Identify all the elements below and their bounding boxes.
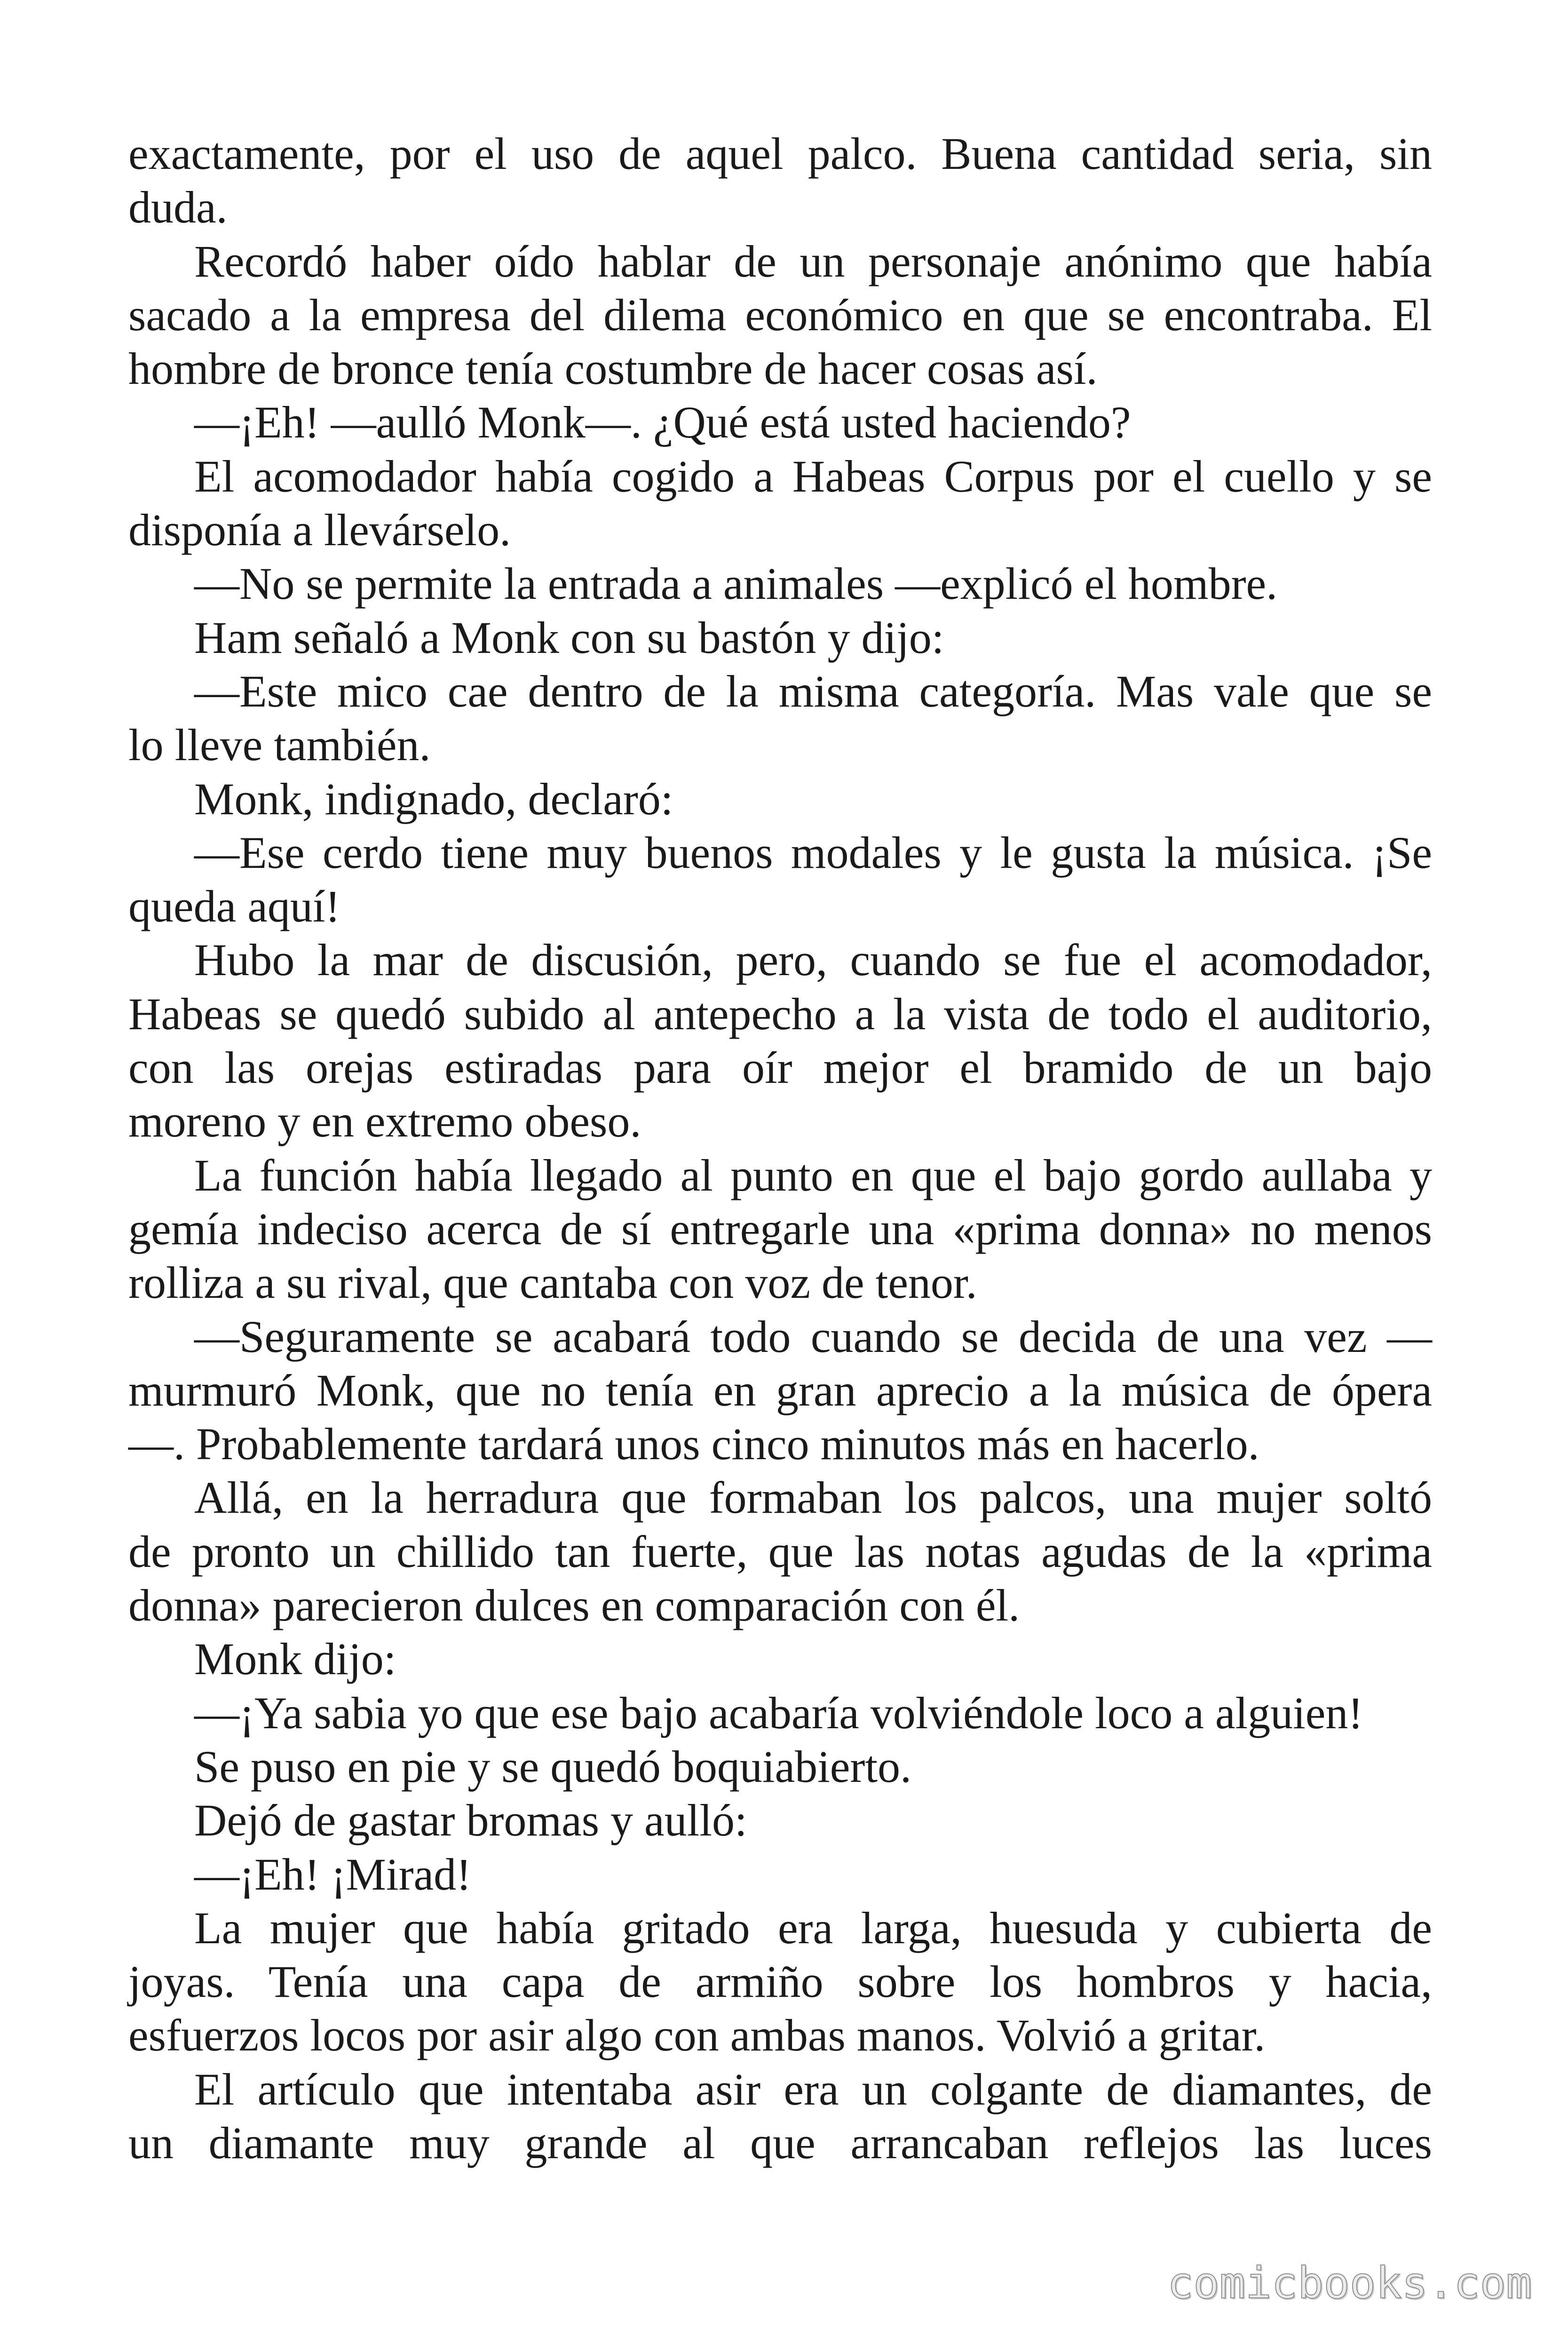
text-line: El artículo que intentaba asir era un colgante de diamantes, de [194, 2064, 1432, 2114]
text-line: un diamante muy grande al que arrancaban reflejos las luces [128, 2117, 1432, 2168]
text-line: murmuró Monk, que no tenía en gran aprecio a la música de ópera [128, 1365, 1432, 1415]
text-line: Ham señaló a Monk con su bastón y dijo: [194, 612, 944, 663]
paragraph [128, 1686, 1432, 1740]
paragraph [128, 1740, 1432, 1794]
paragraph [128, 235, 1432, 396]
text-line: Allá, en la herradura que formaban los palcos, una mujer soltó [194, 1472, 1432, 1523]
text-line: lo lleve también. [128, 720, 431, 771]
text-line: —Este mico cae dentro de la misma categoría. Mas vale que se [194, 666, 1432, 716]
text-line: —Seguramente se acabará todo cuando se decida de una vez — [194, 1311, 1432, 1362]
paragraph [128, 2063, 1432, 2170]
text-line: El acomodador había cogido a Habeas Corpus por el cuello y se [194, 451, 1432, 501]
watermark: comicbooks.com [1167, 2258, 1532, 2308]
paragraph [128, 1901, 1432, 2063]
text-line: rolliza a su rival, que cantaba con voz de tenor. [128, 1257, 977, 1308]
text-line: sacado a la empresa del dilema económico en que se encontraba. El [128, 289, 1432, 340]
paragraph [128, 450, 1432, 557]
text-line: de pronto un chillido tan fuerte, que las notas agudas de la «prima [128, 1526, 1432, 1577]
text-line: —No se permite la entrada a animales —explicó el hombre. [194, 558, 1278, 609]
text-line: hombre de bronce tenía costumbre de hacer cosas así. [128, 343, 1098, 394]
paragraph [128, 396, 1432, 449]
text-line: —Ese cerdo tiene muy buenos modales y le gusta la música. ¡Se [194, 827, 1432, 878]
text-line: La función había llegado al punto en que el bajo gordo aullaba y [194, 1150, 1432, 1200]
text-line: con las orejas estiradas para oír mejor el bramido de un bajo [128, 1042, 1432, 1093]
paragraph [128, 1848, 1432, 1901]
paragraph [128, 1310, 1432, 1471]
text-line: duda. [128, 182, 228, 233]
text-line: joyas. Tenía una capa de armiño sobre los hombros y hacia, [128, 1956, 1432, 2007]
paragraph [128, 826, 1432, 934]
paragraph [128, 1794, 1432, 1847]
text-line: Hubo la mar de discusión, pero, cuando se fue el acomodador, [194, 935, 1432, 985]
text-line: Dejó de gastar bromas y aulló: [194, 1795, 747, 1846]
text-line: disponía a llevárselo. [128, 505, 511, 556]
paragraph [128, 127, 1432, 235]
paragraph [128, 1632, 1432, 1686]
text-line: queda aquí! [128, 881, 341, 932]
text-line: Habeas se quedó subido al antepecho a la vista de todo el auditorio, [128, 988, 1432, 1039]
text-line: Monk dijo: [194, 1634, 396, 1685]
text-line: —¡Ya sabia yo que ese bajo acabaría volviéndole loco a alguien! [194, 1687, 1363, 1738]
paragraph [128, 1471, 1432, 1632]
text-line: Se puso en pie y se quedó boquiabierto. [194, 1741, 912, 1792]
paragraph [128, 665, 1432, 772]
text-line: —. Probablemente tardará unos cinco minutos más en hacerlo. [128, 1419, 1259, 1470]
paragraph [128, 611, 1432, 665]
paragraph [128, 1149, 1432, 1310]
text-line: La mujer que había gritado era larga, huesuda y cubierta de [194, 1902, 1432, 1953]
text-line: moreno y en extremo obeso. [128, 1096, 641, 1147]
paragraph [128, 772, 1432, 826]
text-line: exactamente, por el uso de aquel palco. Buena cantidad seria, sin [128, 128, 1432, 179]
text-line: donna» parecieron dulces en comparación con él. [128, 1580, 1020, 1631]
page-body [128, 127, 1432, 2170]
paragraph [128, 933, 1432, 1148]
text-line: Recordó haber oído hablar de un personaje anónimo que había [194, 236, 1432, 286]
text-line: esfuerzos locos por asir algo con ambas manos. Volvió a gritar. [128, 2010, 1266, 2061]
text-line: gemía indeciso acerca de sí entregarle una «prima donna» no menos [128, 1203, 1432, 1254]
paragraph [128, 557, 1432, 611]
text-line: Monk, indignado, declaró: [194, 773, 673, 824]
text-line: —¡Eh! ¡Mirad! [194, 1849, 472, 1899]
text-line: —¡Eh! —aulló Monk—. ¿Qué está usted haciendo? [194, 397, 1131, 448]
